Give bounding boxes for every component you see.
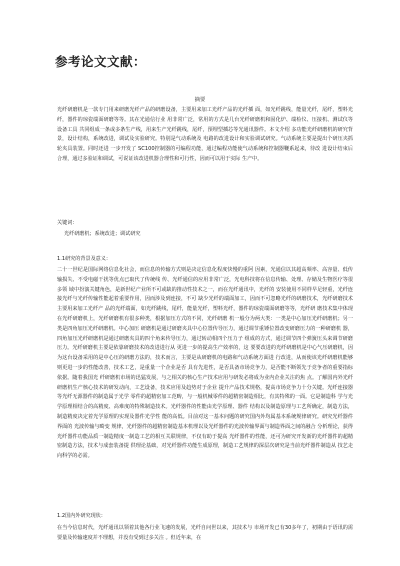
- section-2-paragraph: 在当今信息时代，光纤通讯以领着其他各行业飞速的发展，光纤自问世以来，其技术与 市场开发已有30多年了，初期由于语讯的需要量及传输速度并不理想，并没有受到过多关注 。但近年来，在: [57, 525, 353, 541]
- keywords-text: 光纤研磨机；系统改进；调试研究: [64, 231, 141, 237]
- section-1-heading: 1.1研究的背景及意义：: [57, 256, 111, 262]
- section-2-heading: 1.2国内外研究现状：: [57, 513, 106, 519]
- abstract-heading: 摘要: [194, 97, 206, 103]
- abstract-paragraph: 光纤研磨机是一款专门用来研磨光纤产品的研磨设备，主要用来加工光纤产品的光纤插 面，如光纤跳线，能量光纤，尾纤，塑料光纤，器件的琼瓷端面研磨等等。其在光通信行业 用非常广泛，常用的方式是几台光纤研磨机和固化炉、端检仪、压接机、测试仪等设备工具 共同组成一条或多条生产线，用来生产光纤跳线，尾纤，预埋型插芯等光通讯器件。本文介绍 多功能光纤研磨机的研究背景，设计结构，系统改进，调试及实验研究。特别是气动系统及 电路的改进设计和实验调试研究。气动系统主要是提出个研压夹抓轮夹具装置。同时还进 一步开发了 SC100控制器的可编程功能，通过编程功能使气动系统和控制器鞭系起来，待改 进设计结束后合理，通过多验证和调试，可说证该改进机器合理性和可行性，因而可以用于实际 生产中。: [57, 107, 353, 162]
- section-1-paragraph: 二十一世纪是国际网络信息化社会，而信息的传输方式则是决定信息化程度快慢的重阿 因素，光通信以其超高频率、高容量、低传输损失、不受电磁干扰等优点已取代了传统线 传、光纤通信的应用非常广泛，光电科技将在信息传输、处理、存储及生物医疗等很多领 域中扮演关键角色，是新世纪产业所不可或缺的推动性技术之一，而在光纤通讯中，光纤的 安装使用不同样早足轻重，光纤连接光纤与光纤传输性能起着重要作用，因而涉及到连接，不可 缺少光纤的端面加工，因而不可忽略光纤的研磨技术，光纤研磨技术主要用来加工光纤产 品的光纤端面，如光纤跳线，尾纤，能量光纤，塑料光纤，器件的琼瓷端面研磨等等，光纤研 磨技术集中体现在光纤研磨机上，光纤研磨机有很多种类，根据加压方式的不同，光纤研磨 机一般分为两大类：一类是中心加压光纤研磨机；另一类是四角加压光纤研磨机。中心加压 研磨机是通过研磨夹具中心位置传导压力，通过调节重锤位置改变研磨压力的一种研磨机 器，四角加压光纤研磨机是通过研磨夹具的四个角来传导压力，通过转动相四个压力子 组成的方式，通过调节四个弹簧压头来调节研磨压力。光纤研磨机主要是依靠研磨技术的改进进行从 更进一步的提高生产效率的，这 要要改进的光纤研磨机是中心气压研磨机，因为这台设备采用的是中心压的研磨方法的，技术而言，主要是从研磨机的电路和气动系统方面进 行改进，从而使该光纤研磨机能够则更进一步的性能改善，技术工艺，是重量一个企业是否 具有先进性，是否具备市场竞争力，是否能不断领先于竞争者的重要指标依据。随着我国光 纤研磨机市场的迅猛发展，与之相关的核心生产技术应用与研发必将成为业内企业关注的焦 点。了解国内外光纤研磨机生产核心技术的研发动向，工艺设备，技术应用及趋势对于企业 提升产品技术规格，提高市场竞争力十分关键。光纤连接器等光纤无源器件的制造属于光学 零件的超精密加工范畴，与一般机械零件的超精密制造相比，有其特殊的一面。它是制造科 学与光学原理相结合的高精度、高难度的特殊制造技术。光纤器件的性能由光学原理、器件 结构以及制造原理与工艺所确定，制造方法，制造精度决定着光学原理的实现及器件光学性 能的高低。目前对这一基本问题的研究国内外均属基本系统规律研究。研究光纤器件界面的 光波传输与畸变 规律，光纤器件的超精密制造基本机理以及光纤器件的光波传输界面与制造界面之间的融合 分析理论，获得光纤器件功能品质一制造精度一制造工艺的相互关联规律，不仅有助于提高 光纤器件的性能，还可为研究开发新的光纤器件的超精密制造方法，技术与成套装备提 供理论基础，对光纤器件功能生成原理，制造工艺规律的深层次研究是当前光纤器件制造从 技艺走向科学的必需。: [57, 267, 353, 460]
- keywords-label: 关键词：: [57, 220, 78, 226]
- page-title: 参考论文文献：: [55, 54, 147, 69]
